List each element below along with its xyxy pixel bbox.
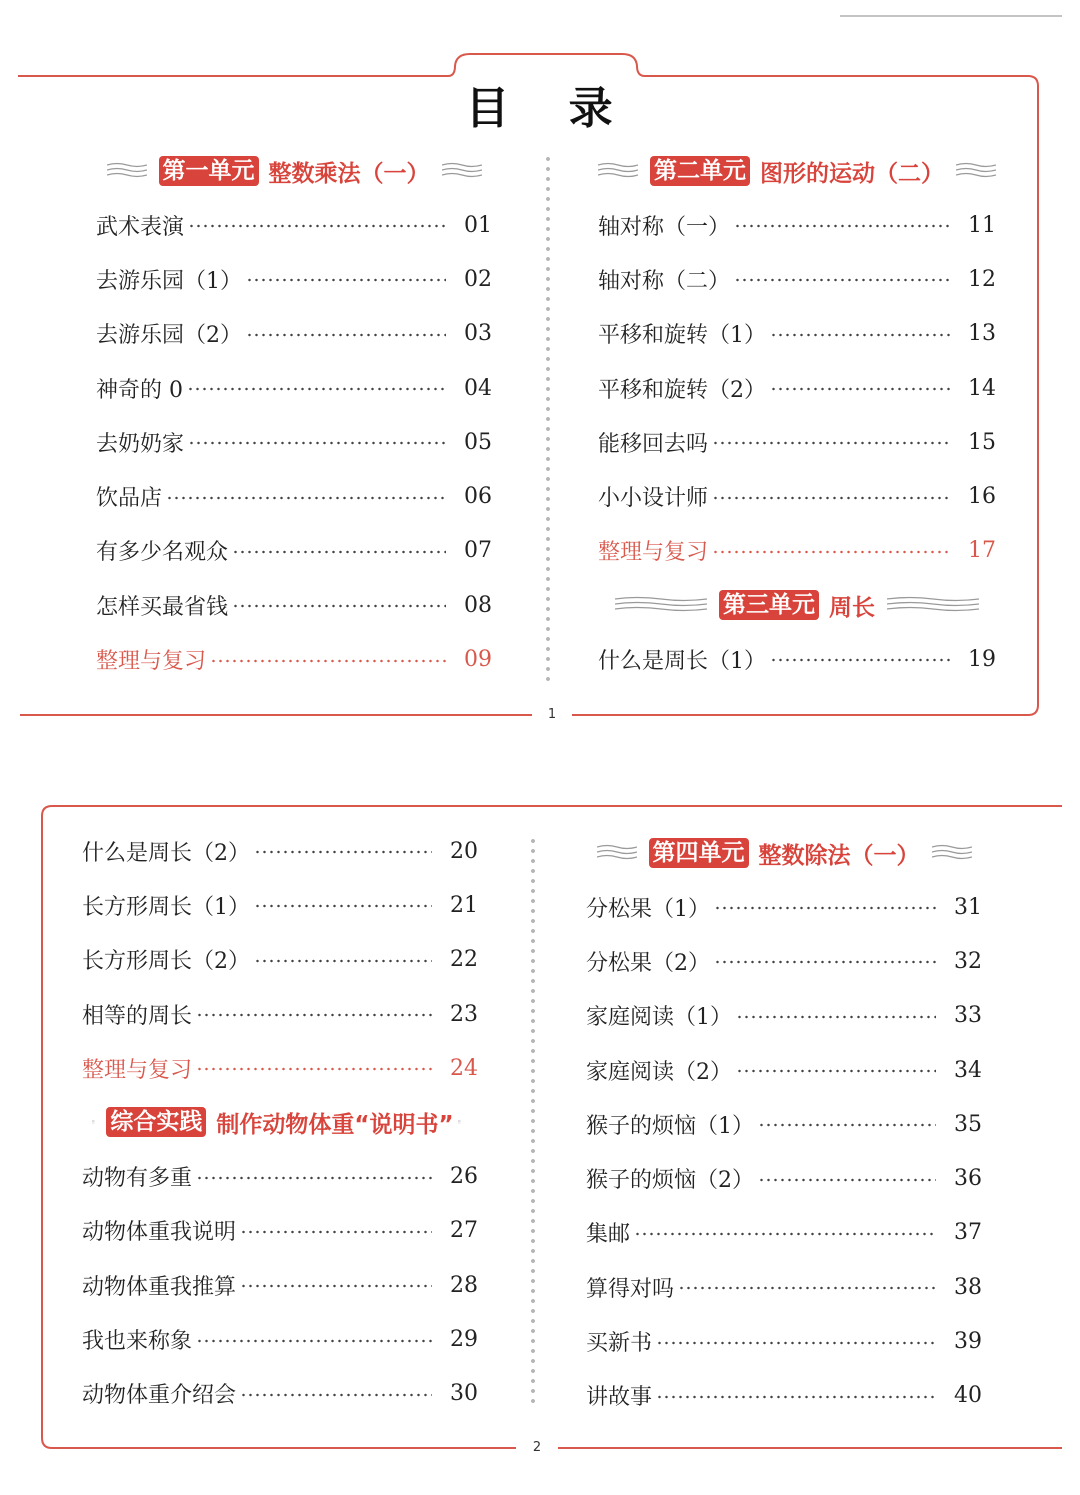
dot-leader <box>196 1013 432 1017</box>
toc-entry-title: 整理与复习 <box>96 649 207 675</box>
dot-leader <box>736 1069 936 1073</box>
toc-entry <box>598 469 996 523</box>
unit-title: 整数乘法（一） <box>268 160 430 187</box>
toc-entry <box>96 415 492 469</box>
wavy-lines-decoration <box>615 595 707 615</box>
toc-entry <box>598 632 996 686</box>
toc-entry-title: 动物体重介绍会 <box>82 1383 237 1409</box>
toc-entry-page: 17 <box>968 538 996 564</box>
wavy-lines-decoration <box>887 595 979 615</box>
toc-entry <box>586 1314 982 1368</box>
toc-entry <box>598 307 996 361</box>
dot-leader <box>210 659 446 663</box>
toc-entry <box>82 1204 478 1258</box>
dot-leader <box>712 550 950 554</box>
dot-leader <box>770 658 950 662</box>
wavy-lines-decoration <box>598 161 638 181</box>
page1-left-column <box>96 144 492 687</box>
toc-entry-title: 家庭阅读（2） <box>586 1059 732 1085</box>
wavy-lines-decoration <box>956 161 996 181</box>
dot-leader <box>656 1341 936 1345</box>
toc-entry-page: 28 <box>450 1272 478 1298</box>
toc-entry-page: 33 <box>954 1003 982 1029</box>
toc-entry-page: 05 <box>464 429 492 455</box>
toc-entry-title: 平移和旋转（1） <box>598 323 766 349</box>
dot-leader <box>196 1067 432 1071</box>
toc-entry-title: 我也来称象 <box>82 1329 193 1355</box>
toc-list <box>82 1149 478 1420</box>
toc-entry-title: 动物有多重 <box>82 1166 193 1192</box>
toc-entry-page: 39 <box>954 1329 982 1355</box>
toc-entry-title: 武术表演 <box>96 214 185 240</box>
toc-entry <box>82 824 478 878</box>
toc-entry-page: 07 <box>464 538 492 564</box>
dot-leader <box>634 1232 936 1236</box>
dot-leader <box>246 278 446 282</box>
toc-entry-page: 15 <box>968 429 996 455</box>
unit-title: 整数除法（一） <box>758 842 920 869</box>
toc-entry-page: 34 <box>954 1057 982 1083</box>
toc-entry-title: 神奇的 0 <box>96 377 183 403</box>
toc-entry-title: 集邮 <box>586 1222 631 1248</box>
toc-entry-title: 小小设计师 <box>598 486 709 512</box>
toc-entry-page: 27 <box>450 1218 478 1244</box>
page-number: 1 <box>547 707 557 722</box>
toc-entry-page: 37 <box>954 1220 982 1246</box>
toc-entry <box>96 252 492 306</box>
toc-entry <box>598 198 996 252</box>
dot-leader <box>712 496 950 500</box>
toc-entry-title: 什么是周长（1） <box>598 648 766 674</box>
toc-entry <box>586 1260 982 1314</box>
toc-entry-page: 09 <box>464 647 492 673</box>
dot-leader <box>187 387 446 391</box>
toc-entry-page: 36 <box>954 1166 982 1192</box>
dot-leader <box>188 441 446 445</box>
unit-title: 图形的运动（二） <box>760 160 944 187</box>
toc-entry-title: 轴对称（二） <box>598 268 731 294</box>
page2-left-column <box>82 824 478 1421</box>
dot-leader <box>240 1230 432 1234</box>
toc-entry-page: 35 <box>954 1111 982 1137</box>
dot-leader <box>246 333 446 337</box>
toc-entry <box>96 524 492 578</box>
toc-entry-page: 21 <box>450 892 478 918</box>
toc-entry <box>96 361 492 415</box>
toc-entry-title: 讲故事 <box>586 1385 653 1411</box>
dot-leader <box>254 850 432 854</box>
section-heading-unit3 <box>598 578 996 632</box>
dot-leader <box>678 1286 936 1290</box>
toc-entry <box>586 1206 982 1260</box>
toc-entry <box>96 307 492 361</box>
toc-entry-title: 整理与复习 <box>598 540 709 566</box>
toc-entry-page: 38 <box>954 1274 982 1300</box>
dot-leader <box>714 960 936 964</box>
wavy-lines-decoration <box>597 843 637 863</box>
toc-entry-title: 轴对称（一） <box>598 214 731 240</box>
toc-entry-page: 03 <box>464 321 492 347</box>
toc-list <box>598 198 996 578</box>
dot-leader <box>240 1284 432 1288</box>
toc-entry-title: 长方形周长（2） <box>82 949 250 975</box>
toc-entry <box>82 1312 478 1366</box>
toc-entry-page: 06 <box>464 484 492 510</box>
page-title: 目 录 <box>465 83 635 134</box>
toc-entry-title: 平移和旋转（2） <box>598 377 766 403</box>
toc-entry-page: 16 <box>968 484 996 510</box>
toc-entry-page: 26 <box>450 1164 478 1190</box>
section-heading-unit1 <box>96 144 492 198</box>
dot-leader <box>196 1339 432 1343</box>
toc-entry <box>586 1151 982 1205</box>
dot-leader <box>166 496 446 500</box>
toc-entry <box>586 989 982 1043</box>
toc-entry-page: 24 <box>450 1055 478 1081</box>
toc-entry <box>96 198 492 252</box>
wavy-lines-decoration <box>107 161 147 181</box>
toc-entry <box>82 1149 478 1203</box>
toc-entry-title: 长方形周长（1） <box>82 894 250 920</box>
wavy-lines-decoration <box>92 1112 102 1132</box>
toc-entry-title: 相等的周长 <box>82 1003 193 1029</box>
toc-list <box>586 880 982 1423</box>
column-divider <box>531 836 535 1408</box>
toc-entry <box>586 1043 982 1097</box>
toc-entry <box>598 415 996 469</box>
section-heading-unit4 <box>586 826 982 880</box>
unit-badge: 第四单元 <box>649 838 749 868</box>
toc-entry-title: 家庭阅读（1） <box>586 1005 732 1031</box>
dot-leader <box>736 1015 936 1019</box>
toc-entry-page: 01 <box>464 212 492 238</box>
toc-entry-title: 饮品店 <box>96 486 163 512</box>
toc-entry <box>82 1258 478 1312</box>
toc-entry-page: 08 <box>464 592 492 618</box>
dot-leader <box>232 550 446 554</box>
wavy-lines-decoration <box>442 161 482 181</box>
toc-entry-title: 整理与复习 <box>82 1057 193 1083</box>
toc-entry <box>598 252 996 306</box>
dot-leader <box>734 278 950 282</box>
toc-entry-title: 猴子的烦恼（1） <box>586 1113 754 1139</box>
page1-right-column <box>598 144 996 686</box>
dot-leader <box>758 1123 936 1127</box>
toc-entry-title: 买新书 <box>586 1331 653 1357</box>
toc-entry-title: 去游乐园（2） <box>96 323 242 349</box>
toc-entry <box>82 987 478 1041</box>
dot-leader <box>734 224 950 228</box>
toc-entry <box>82 878 478 932</box>
dot-leader <box>770 333 950 337</box>
toc-entry-page: 29 <box>450 1327 478 1353</box>
toc-entry-page: 23 <box>450 1001 478 1027</box>
toc-entry-title: 有多少名观众 <box>96 540 229 566</box>
toc-entry-page: 30 <box>450 1381 478 1407</box>
wavy-lines-decoration <box>932 843 972 863</box>
toc-entry-page: 11 <box>968 212 996 238</box>
unit-title: 制作动物体重“说明书” <box>216 1111 454 1138</box>
dot-leader <box>770 387 950 391</box>
unit-badge: 综合实践 <box>106 1107 206 1137</box>
toc-list <box>82 824 478 1095</box>
toc-entry <box>586 880 982 934</box>
page-number: 2 <box>532 1440 542 1455</box>
page2-right-column <box>586 826 982 1423</box>
section-heading-unit2 <box>598 144 996 198</box>
unit-badge: 第一单元 <box>159 156 259 186</box>
dot-leader <box>656 1395 936 1399</box>
toc-entry-page: 02 <box>464 266 492 292</box>
dot-leader <box>232 604 446 608</box>
toc-list <box>598 632 996 686</box>
dot-leader <box>254 959 432 963</box>
toc-entry-title: 分松果（1） <box>586 896 710 922</box>
toc-entry-page: 32 <box>954 948 982 974</box>
unit-badge: 第二单元 <box>650 156 750 186</box>
wavy-lines-decoration <box>458 1112 468 1132</box>
toc-entry-title: 猴子的烦恼（2） <box>586 1168 754 1194</box>
toc-entry <box>82 933 478 987</box>
toc-entry-title: 动物体重我推算 <box>82 1274 237 1300</box>
toc-entry-title: 怎样买最省钱 <box>96 594 229 620</box>
column-divider <box>546 154 550 684</box>
toc-entry-title: 动物体重我说明 <box>82 1220 237 1246</box>
dot-leader <box>254 904 432 908</box>
toc-entry-page: 04 <box>464 375 492 401</box>
toc-entry <box>82 1041 478 1095</box>
dot-leader <box>758 1178 936 1182</box>
toc-entry-page: 12 <box>968 266 996 292</box>
dot-leader <box>240 1393 432 1397</box>
toc-entry <box>586 1097 982 1151</box>
toc-entry-page: 14 <box>968 375 996 401</box>
dot-leader <box>714 906 936 910</box>
toc-entry-title: 分松果（2） <box>586 950 710 976</box>
toc-list <box>96 198 492 687</box>
toc-entry-title: 去游乐园（1） <box>96 268 242 294</box>
toc-entry <box>598 361 996 415</box>
unit-badge: 第三单元 <box>719 590 819 620</box>
toc-entry <box>586 934 982 988</box>
unit-title: 周长 <box>829 594 875 621</box>
toc-entry <box>586 1369 982 1423</box>
toc-entry-title: 去奶奶家 <box>96 431 185 457</box>
toc-entry <box>82 1367 478 1421</box>
toc-entry-title: 能移回去吗 <box>598 431 709 457</box>
dot-leader <box>196 1176 432 1180</box>
toc-entry-page: 31 <box>954 894 982 920</box>
toc-entry <box>96 578 492 632</box>
toc-entry-page: 40 <box>954 1383 982 1409</box>
section-heading-practice <box>82 1095 478 1149</box>
dot-leader <box>188 224 446 228</box>
toc-entry <box>96 469 492 523</box>
toc-entry <box>96 632 492 686</box>
toc-entry-page: 20 <box>450 838 478 864</box>
toc-entry-page: 13 <box>968 321 996 347</box>
toc-entry-title: 算得对吗 <box>586 1276 675 1302</box>
toc-entry-page: 22 <box>450 947 478 973</box>
toc-entry-title: 什么是周长（2） <box>82 840 250 866</box>
toc-entry <box>598 524 996 578</box>
dot-leader <box>712 441 950 445</box>
toc-entry-page: 19 <box>968 646 996 672</box>
